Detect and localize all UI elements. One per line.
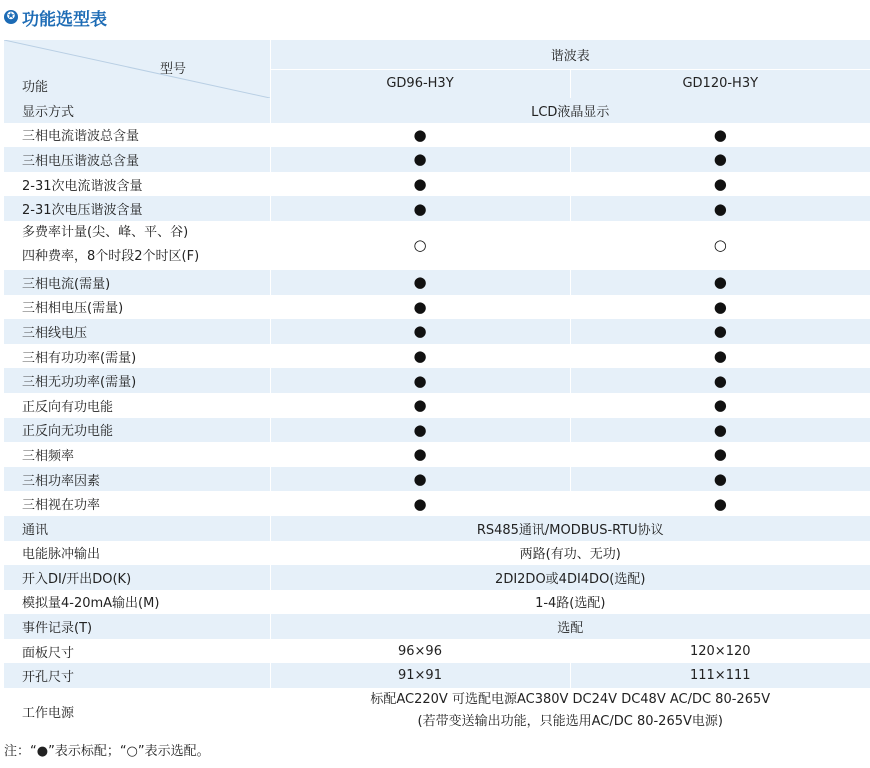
value-cell: 111×111 bbox=[570, 663, 870, 688]
value-cell bbox=[570, 172, 870, 197]
function-label-cell bbox=[4, 418, 270, 443]
function-label-line2: 四种费率，8个时段2个时区(F) bbox=[22, 249, 200, 265]
function-label-cell bbox=[4, 221, 270, 270]
table-row bbox=[4, 393, 870, 418]
value-cell bbox=[570, 393, 870, 418]
function-label-cell bbox=[4, 196, 270, 221]
function-label: 三相相电压(需量) bbox=[22, 301, 124, 317]
spanned-value-cell bbox=[270, 565, 870, 590]
function-label: 三相线电压 bbox=[22, 325, 88, 341]
function-label-cell bbox=[4, 467, 270, 492]
function-label-cell bbox=[4, 319, 270, 344]
header-group-label: 谐波表 bbox=[270, 40, 870, 69]
table-row bbox=[4, 147, 870, 172]
standard-dot-icon: ● bbox=[713, 494, 727, 513]
value-cell bbox=[270, 442, 570, 467]
spanned-value-cell bbox=[270, 688, 870, 734]
optional-circle-icon: ○ bbox=[713, 236, 727, 255]
spanned-value-cell bbox=[270, 541, 870, 566]
value-cell bbox=[270, 147, 570, 172]
standard-dot-icon: ● bbox=[713, 347, 727, 366]
function-label: 开入DI/开出DO(K) bbox=[22, 571, 132, 587]
standard-dot-icon: ● bbox=[413, 199, 427, 218]
spanned-value-line2: (若带变送输出功能，只能选用AC/DC 80-265V电源) bbox=[417, 714, 723, 730]
spanned-value: 1-4路(选配) bbox=[535, 596, 606, 612]
function-label-cell bbox=[4, 491, 270, 516]
standard-dot-icon: ● bbox=[413, 470, 427, 489]
function-label-cell bbox=[4, 590, 270, 615]
table-row bbox=[4, 98, 870, 123]
function-label-cell bbox=[4, 344, 270, 369]
function-label: 三相电流谐波总含量 bbox=[22, 129, 140, 145]
function-label-cell bbox=[4, 516, 270, 541]
optional-circle-icon: ○ bbox=[413, 236, 427, 255]
function-label: 通讯 bbox=[22, 522, 49, 538]
function-label-cell bbox=[4, 393, 270, 418]
value-cell bbox=[270, 393, 570, 418]
table-row bbox=[4, 565, 870, 590]
standard-dot-icon: ● bbox=[413, 371, 427, 390]
standard-dot-icon: ● bbox=[713, 175, 727, 194]
value-cell bbox=[570, 147, 870, 172]
value-cell bbox=[270, 172, 570, 197]
table-row bbox=[4, 688, 870, 734]
value-cell bbox=[270, 418, 570, 443]
standard-dot-icon: ● bbox=[413, 150, 427, 169]
function-label: 三相频率 bbox=[22, 448, 75, 464]
table-row bbox=[4, 172, 870, 197]
header-model-gd96: GD96-H3Y bbox=[270, 69, 570, 98]
standard-dot-icon: ● bbox=[713, 125, 727, 144]
function-label: 2-31次电流谐波含量 bbox=[22, 178, 143, 194]
function-label: 显示方式 bbox=[22, 104, 75, 120]
table-row bbox=[4, 442, 870, 467]
standard-dot-icon: ● bbox=[413, 175, 427, 194]
table-row bbox=[4, 541, 870, 566]
function-label: 工作电源 bbox=[22, 705, 75, 721]
function-label: 模拟量4-20mA输出(M) bbox=[22, 596, 160, 612]
function-label: 三相视在功率 bbox=[22, 498, 101, 514]
table-row bbox=[4, 270, 870, 295]
value-cell bbox=[570, 196, 870, 221]
spanned-value-cell bbox=[270, 516, 870, 541]
function-label-cell bbox=[4, 541, 270, 566]
standard-dot-icon: ● bbox=[713, 470, 727, 489]
function-label: 三相有功功率(需量) bbox=[22, 350, 137, 366]
star-icon: ✪ bbox=[4, 10, 18, 24]
spanned-value: 选配 bbox=[557, 621, 584, 637]
table-row bbox=[4, 295, 870, 320]
function-label-cell bbox=[4, 147, 270, 172]
value-cell bbox=[270, 467, 570, 492]
function-label: 三相电压谐波总含量 bbox=[22, 153, 140, 169]
value-cell: 120×120 bbox=[570, 639, 870, 664]
function-label-cell bbox=[4, 98, 270, 123]
spanned-value: 两路(有功、无功) bbox=[519, 547, 621, 563]
table-row bbox=[4, 663, 870, 688]
function-label: 2-31次电压谐波含量 bbox=[22, 203, 143, 219]
value-cell bbox=[270, 344, 570, 369]
standard-dot-icon: ● bbox=[713, 371, 727, 390]
function-label: 三相无功功率(需量) bbox=[22, 375, 137, 391]
standard-dot-icon: ● bbox=[413, 396, 427, 415]
table-row bbox=[4, 196, 870, 221]
table-row bbox=[4, 467, 870, 492]
value-cell bbox=[270, 196, 570, 221]
table-row bbox=[4, 590, 870, 615]
standard-dot-icon: ● bbox=[413, 125, 427, 144]
function-label-cell bbox=[4, 368, 270, 393]
value-cell bbox=[570, 221, 870, 270]
table-row bbox=[4, 639, 870, 664]
value-cell bbox=[270, 319, 570, 344]
spanned-value-cell bbox=[270, 614, 870, 639]
standard-dot-icon: ● bbox=[413, 494, 427, 513]
function-label-cell bbox=[4, 663, 270, 688]
function-label: 三相功率因素 bbox=[22, 473, 101, 489]
value-cell bbox=[270, 295, 570, 320]
value-cell bbox=[570, 467, 870, 492]
table-row bbox=[4, 516, 870, 541]
spanned-value: 标配AC220V 可选配电源AC380V DC24V DC48V AC/DC 80-265V bbox=[370, 692, 771, 708]
value-cell bbox=[570, 123, 870, 148]
standard-dot-icon: ● bbox=[713, 396, 727, 415]
header-model-gd120: GD120-H3Y bbox=[570, 69, 870, 98]
header-function-label: 功能 bbox=[22, 80, 49, 95]
standard-dot-icon: ● bbox=[713, 322, 727, 341]
function-label-cell bbox=[4, 270, 270, 295]
function-label-cell bbox=[4, 688, 270, 734]
function-label: 事件记录(T) bbox=[22, 621, 93, 637]
value-cell bbox=[570, 491, 870, 516]
diagonal-header-cell bbox=[4, 40, 270, 98]
value-cell bbox=[270, 221, 570, 270]
table-row bbox=[4, 491, 870, 516]
table-row bbox=[4, 614, 870, 639]
value-cell: 96×96 bbox=[270, 639, 570, 664]
function-label-cell bbox=[4, 123, 270, 148]
value-cell bbox=[570, 368, 870, 393]
value-cell bbox=[270, 368, 570, 393]
standard-dot-icon: ● bbox=[713, 420, 727, 439]
function-label-cell bbox=[4, 614, 270, 639]
function-label-cell bbox=[4, 639, 270, 664]
standard-dot-icon: ● bbox=[713, 199, 727, 218]
function-selection-table bbox=[4, 40, 870, 734]
header-model-label: 型号 bbox=[160, 62, 187, 77]
standard-dot-icon: ● bbox=[413, 322, 427, 341]
value-cell: 91×91 bbox=[270, 663, 570, 688]
value-cell bbox=[570, 295, 870, 320]
value-cell bbox=[270, 123, 570, 148]
function-label: 正反向有功电能 bbox=[22, 399, 114, 415]
function-label: 面板尺寸 bbox=[22, 645, 75, 661]
standard-dot-icon: ● bbox=[713, 273, 727, 292]
standard-dot-icon: ● bbox=[413, 445, 427, 464]
standard-dot-icon: ● bbox=[413, 297, 427, 316]
table-row bbox=[4, 344, 870, 369]
value-cell bbox=[570, 442, 870, 467]
spanned-value: RS485通讯/MODBUS-RTU协议 bbox=[476, 522, 664, 538]
table-header-row bbox=[4, 40, 870, 69]
table-row bbox=[4, 123, 870, 148]
function-label: 开孔尺寸 bbox=[22, 670, 75, 686]
function-label: 三相电流(需量) bbox=[22, 276, 111, 292]
function-label-cell bbox=[4, 172, 270, 197]
standard-dot-icon: ● bbox=[713, 150, 727, 169]
table-row bbox=[4, 221, 870, 270]
spanned-value: 2DI2DO或4DI4DO(选配) bbox=[495, 571, 646, 587]
function-label-cell bbox=[4, 295, 270, 320]
spanned-value-cell bbox=[270, 98, 870, 123]
section-title-row bbox=[0, 0, 870, 34]
value-cell bbox=[570, 418, 870, 443]
function-label-cell bbox=[4, 565, 270, 590]
table-row bbox=[4, 319, 870, 344]
table-row bbox=[4, 368, 870, 393]
standard-dot-icon: ● bbox=[413, 347, 427, 366]
value-cell bbox=[270, 491, 570, 516]
function-label: 正反向无功电能 bbox=[22, 424, 114, 440]
table-row bbox=[4, 418, 870, 443]
spanned-value-cell bbox=[270, 590, 870, 615]
value-cell bbox=[570, 270, 870, 295]
value-cell bbox=[270, 270, 570, 295]
function-label: 电能脉冲输出 bbox=[22, 547, 101, 563]
spanned-value: LCD液晶显示 bbox=[531, 104, 610, 120]
value-cell bbox=[570, 344, 870, 369]
standard-dot-icon: ● bbox=[713, 445, 727, 464]
function-label-cell bbox=[4, 442, 270, 467]
footnote: 注：“●”表示标配；“○”表示选配。 bbox=[4, 744, 210, 759]
page-title: 功能选型表 bbox=[22, 9, 107, 30]
function-label: 多费率计量(尖、峰、平、谷) bbox=[22, 225, 189, 241]
value-cell bbox=[570, 319, 870, 344]
standard-dot-icon: ● bbox=[413, 420, 427, 439]
standard-dot-icon: ● bbox=[713, 297, 727, 316]
standard-dot-icon: ● bbox=[413, 273, 427, 292]
